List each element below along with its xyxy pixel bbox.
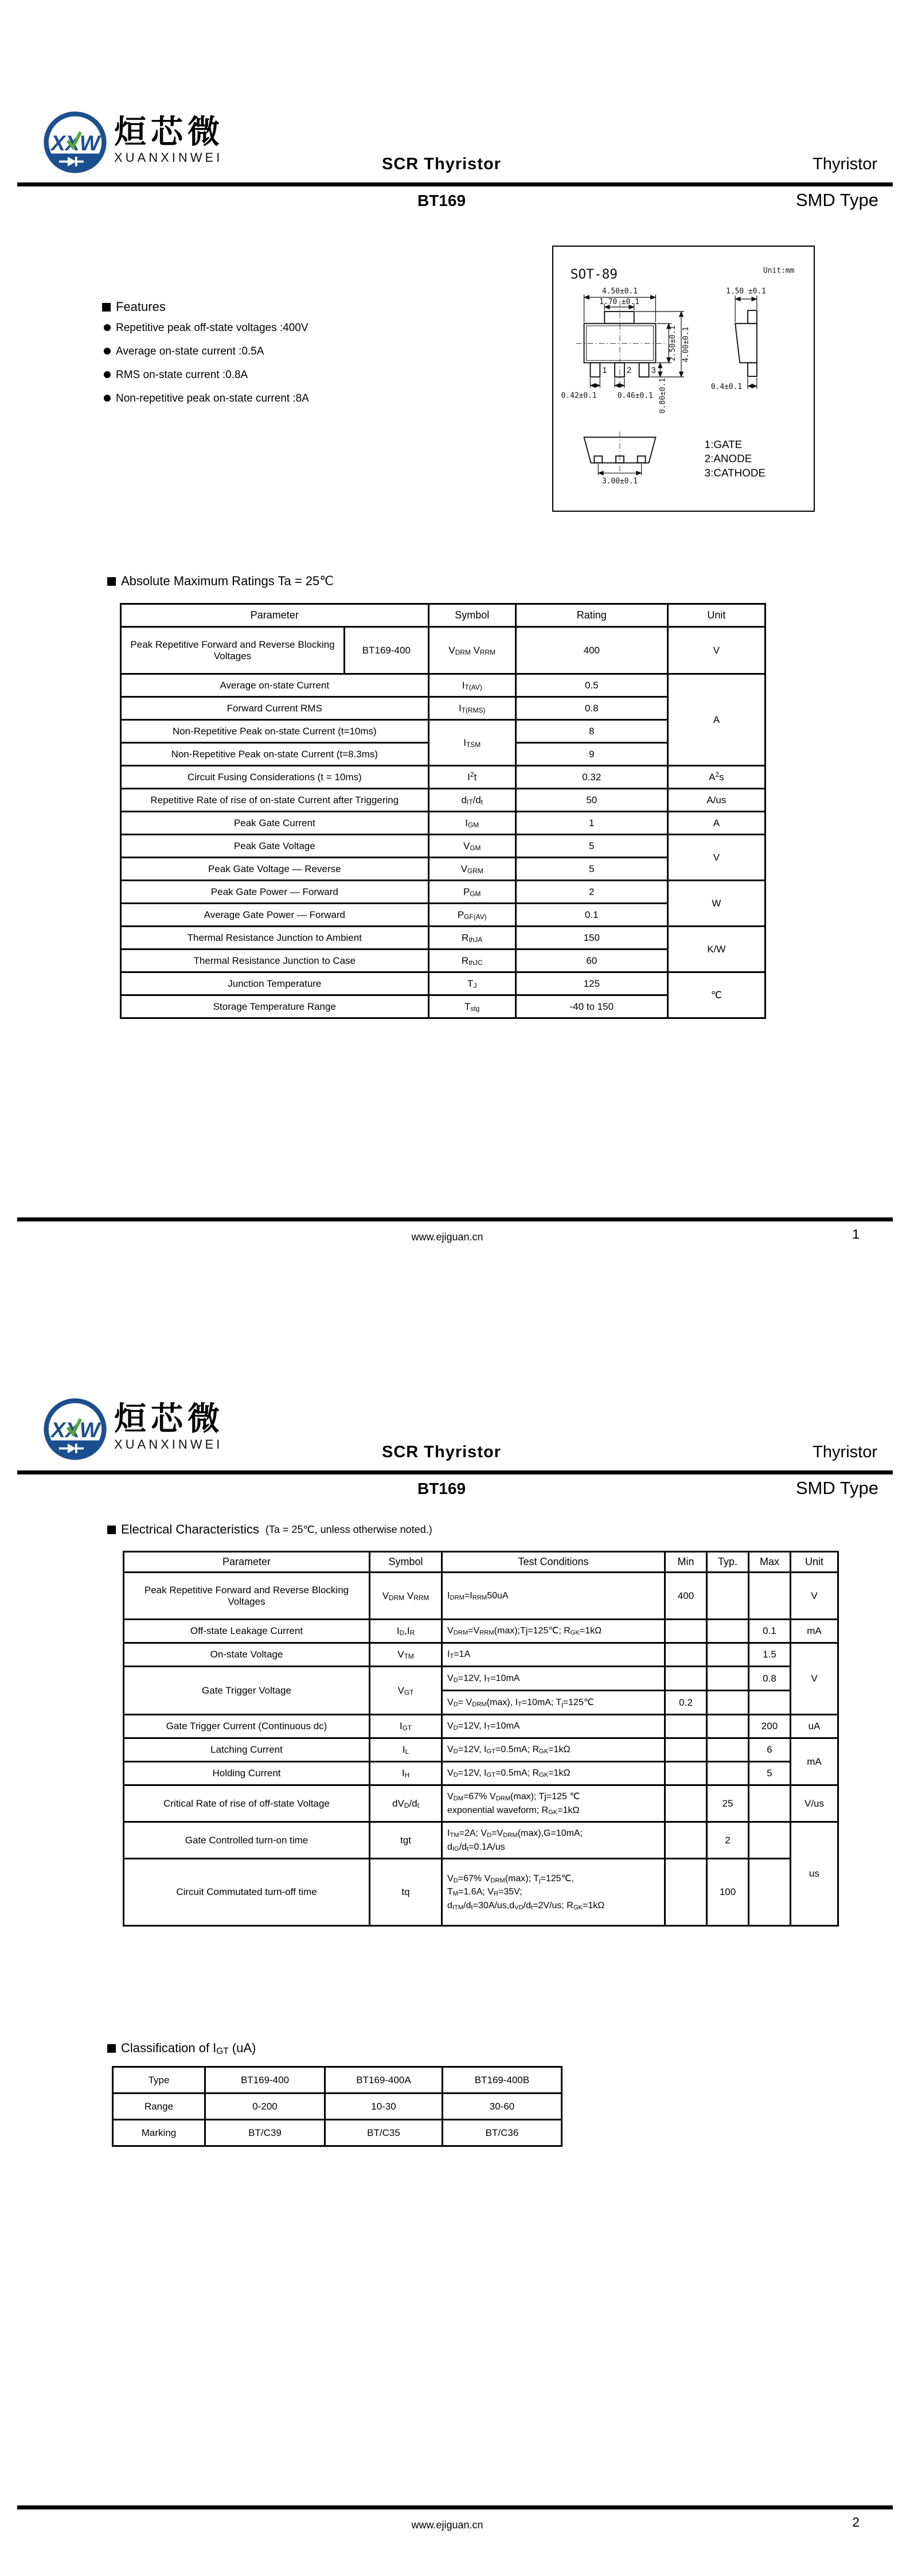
feature-item: Non-repetitive peak on-state current :8A (104, 393, 309, 404)
dim-lead-width2: 0.46±0.1 (617, 391, 653, 400)
empty-cell (707, 1643, 749, 1667)
section-square-icon (102, 303, 111, 312)
table-row: $V_D= V_{DRM}(\max)$, $I_T=10mA$; $T_j=125℃$ 0.2 (124, 1691, 838, 1715)
empty-cell (707, 1573, 749, 1620)
section-square-icon (107, 1526, 116, 1534)
empty-cell (707, 1715, 749, 1738)
table-row: Peak Gate Voltage — Reverse $V_{GRM}$ 5 (121, 858, 766, 881)
dim-lead-thickness: 0.4±0.1 (710, 382, 743, 391)
dim-overall-height: 4.00±0.1 (681, 326, 690, 363)
feature-item: Repetitive peak off-state voltages :400V (104, 322, 309, 333)
logo-monogram: XXW (51, 1418, 100, 1442)
empty-cell (749, 1859, 791, 1926)
table-row: Peak Repetitive Forward and Reverse Blocking Voltages $V_{DRM}$ $V_{RRM}$ $I_{DRM}=I_{RRM}50uA$ 400 V (124, 1573, 838, 1620)
pin-name-anode: 2:ANODE (704, 452, 752, 465)
brand-name-cn: 烜芯微 (114, 1400, 224, 1437)
table-row: Off-state Leakage Current $I_D,I_R$ $V_{DRM}=V_{RRM}(\max);Tj=125℃$; $R_{GK}=1k\Omega$ 0.1 mA (124, 1620, 838, 1643)
empty-cell (707, 1620, 749, 1643)
empty-cell (665, 1785, 707, 1822)
package-outline-drawing (552, 246, 815, 512)
table-row: Peak Gate Power — Forward $P_{GM}$ 2 W (121, 881, 766, 904)
igt-classification-table (112, 2066, 563, 2147)
brand-name-cn: 烜芯微 (114, 114, 224, 150)
page-number: 1 (852, 1227, 860, 1242)
footer-website: www.ejiguan.cn (411, 1231, 483, 1243)
feature-item: Average on-state current :0.5A (104, 346, 309, 357)
section-square-icon (107, 2044, 116, 2053)
table-row: Circuit Commutated turn-off time tq $V_D=67\%$ $V_{DRM}(\max)$; $T_j=125℃$, $T_M=1.6A$; $V_R=35V$; $d_{ITM}/d_t=30A/us,d_{VD}/d_t=2V/us$; $R_{GK}=1k\Omega$ 100 (124, 1859, 838, 1926)
table-row: Peak Gate Current $I_{GM}$ 1 A (121, 812, 766, 835)
absolute-maximum-ratings-table (120, 603, 766, 1019)
product-family: Thyristor (813, 155, 877, 173)
header-rule (17, 182, 893, 186)
table-row: Thermal Resistance Junction to Case $R_{thJC}$ 60 (121, 950, 766, 972)
dim-thickness: 1.50 ±0.1 (726, 287, 766, 296)
bullet-icon (104, 395, 111, 402)
table-row: Type BT169-400 BT169-400A BT169-400B (113, 2067, 562, 2094)
bullet-icon (104, 348, 111, 355)
document-type-title: SCR Thyristor (382, 155, 501, 173)
empty-cell (707, 1691, 749, 1715)
empty-cell (749, 1691, 791, 1715)
package-type: SMD Type (795, 1478, 878, 1498)
part-number: BT169 (417, 1480, 466, 1497)
header-rule (17, 1470, 893, 1474)
table-row: Latching Current $I_L$ $V_D=12V$, $I_{GT}=0.5mA$; $R_{GK}=1k\Omega$ 6 mA (124, 1738, 838, 1762)
table-row: Repetitive Rate of rise of on-state Current after Triggering $d_{IT}/d_t$ 50 A/us (121, 789, 766, 812)
features-list (104, 322, 309, 417)
footer-rule (17, 2505, 893, 2509)
pin-number-1: 1 (602, 366, 607, 376)
pin-name-gate: 1:GATE (704, 438, 743, 450)
package-name: SOT-89 (570, 267, 618, 282)
table-row: Gate Trigger Current (Continuous dc) $I_{GT}$ $V_D=12V$, $I_T=10mA$ 200 uA (124, 1715, 838, 1738)
table-row: Peak Repetitive Forward and Reverse Blocking Voltages BT169-400 $V_{DRM}$ $V_{RRM}$ 400 V (121, 627, 766, 674)
empty-cell (665, 1738, 707, 1762)
table-row: On-state Voltage $V_{TM}$ $I_T=1A$ 1.5 V (124, 1643, 838, 1667)
brand-name-en: XUANXINWEI (114, 1437, 223, 1452)
page-2 (0, 1288, 910, 2576)
product-family: Thyristor (813, 1443, 877, 1461)
footer-rule (17, 1217, 893, 1221)
table-row: Non-Repetitive Peak on-state Current (t=10ms) $I_{TSM}$ 8 (121, 720, 766, 743)
dim-tab-width: 1.70 ±0.1 (599, 298, 639, 307)
empty-cell (665, 1762, 707, 1785)
table-header-row: Parameter Symbol Test Conditions Min Typ. Max Unit (124, 1552, 838, 1573)
table-row: Marking BT/C39 BT/C35 BT/C36 (113, 2120, 562, 2146)
empty-cell (665, 1859, 707, 1926)
table-row: Holding Current $I_H$ $V_D=12V$, $I_{GT}=0.5mA$; $R_{GK}=1k\Omega$ 5 (124, 1762, 838, 1785)
empty-cell (749, 1573, 791, 1620)
page-number: 2 (852, 2515, 860, 2530)
part-number: BT169 (417, 192, 466, 209)
table-row: Thermal Resistance Junction to Ambient $R_{thJA}$ 150 K/W (121, 927, 766, 950)
dim-lead-length: 0.80±0.1 (658, 378, 667, 414)
empty-cell (707, 1738, 749, 1762)
electrical-title: Electrical Characteristics (Ta = 25℃, unless otherwise noted.) (107, 1522, 432, 1537)
document-type-title: SCR Thyristor (382, 1443, 501, 1461)
electrical-characteristics-table (123, 1551, 839, 1927)
table-row: Average Gate Power — Forward $P_{GF(AV)}$ 0.1 (121, 904, 766, 927)
dim-lead-width: 0.42±0.1 (561, 391, 597, 400)
pin-number-3: 3 (651, 366, 656, 376)
empty-cell (665, 1715, 707, 1738)
table-row: Gate Trigger Voltage $V_{GT}$ $V_D=12V$, $I_T=10mA$ 0.8 (124, 1667, 838, 1691)
pin-name-cathode: 3:CATHODE (704, 466, 766, 479)
lead-1 (590, 363, 600, 377)
table-row: Range 0-200 10-30 30-60 (113, 2094, 562, 2120)
bullet-icon (104, 324, 111, 331)
table-row: Junction Temperature $T_J$ 125 ℃ (121, 972, 766, 995)
pin-number-2: 2 (626, 366, 632, 376)
features-title: Features (102, 299, 166, 314)
empty-cell (749, 1785, 791, 1822)
table-row: Peak Gate Voltage $V_{GM}$ 5 V (121, 835, 766, 858)
dim-lead-span: 3.00±0.1 (602, 477, 638, 486)
empty-cell (665, 1667, 707, 1691)
unit-label: Unit:mm (763, 266, 795, 275)
package-type: SMD Type (795, 190, 878, 210)
table-row: Forward Current RMS $I_{T(RMS)}$ 0.8 (121, 697, 766, 720)
table-row: Non-Repetitive Peak on-state Current (t=8.3ms) 9 (121, 743, 766, 766)
feature-item: RMS on-state current :0.8A (104, 369, 309, 380)
package-tab (604, 312, 634, 324)
table-row: Gate Controlled turn-on time tgt $I_{TM}=2A$; $V_D=V_{DRM}(\max),G=10mA$; $d_{IG}/d_t=0.1A/us$ 2 us (124, 1822, 838, 1859)
section-square-icon (107, 577, 116, 586)
empty-cell (665, 1643, 707, 1667)
bullet-icon (104, 371, 111, 378)
table-row: Circuit Fusing Considerations (t = 10ms) $I^2t$ 0.32 $A^2s$ (121, 766, 766, 789)
dim-body-height: 2.50±0.1 (669, 325, 678, 361)
table-row: Average on-state Current $I_{T(AV)}$ 0.5 A (121, 674, 766, 697)
electrical-subtitle: (Ta = 25℃, unless otherwise noted.) (265, 1523, 432, 1535)
empty-cell (749, 1822, 791, 1859)
empty-cell (707, 1667, 749, 1691)
dim-overall-width: 4.50±0.1 (602, 287, 638, 296)
empty-cell (707, 1762, 749, 1785)
logo-monogram: XXW (51, 131, 100, 155)
footer-website: www.ejiguan.cn (411, 2519, 483, 2531)
classification-title: Classification of $I_{GT}$ (uA) (107, 2041, 256, 2056)
empty-cell (665, 1822, 707, 1859)
brand-name-en: XUANXINWEI (114, 150, 223, 165)
lead-3 (639, 363, 649, 377)
empty-cell (665, 1620, 707, 1643)
table-row: Critical Rate of rise of off-state Voltage $dV_D/d_t$ $V_{DM}=67\%$ $V_{DRM}(\max)$; Tj=125 ℃ exponential waveform; $R_{GK}=1k\Omega$ 25 V/us (124, 1785, 838, 1822)
table-row: Storage Temperature Range $T_{stg}$ -40 to 150 (121, 995, 766, 1018)
table-header-row: Parameter Symbol Rating Unit (121, 604, 766, 627)
abs-max-title: Absolute Maximum Ratings Ta = 25℃ (107, 574, 334, 589)
